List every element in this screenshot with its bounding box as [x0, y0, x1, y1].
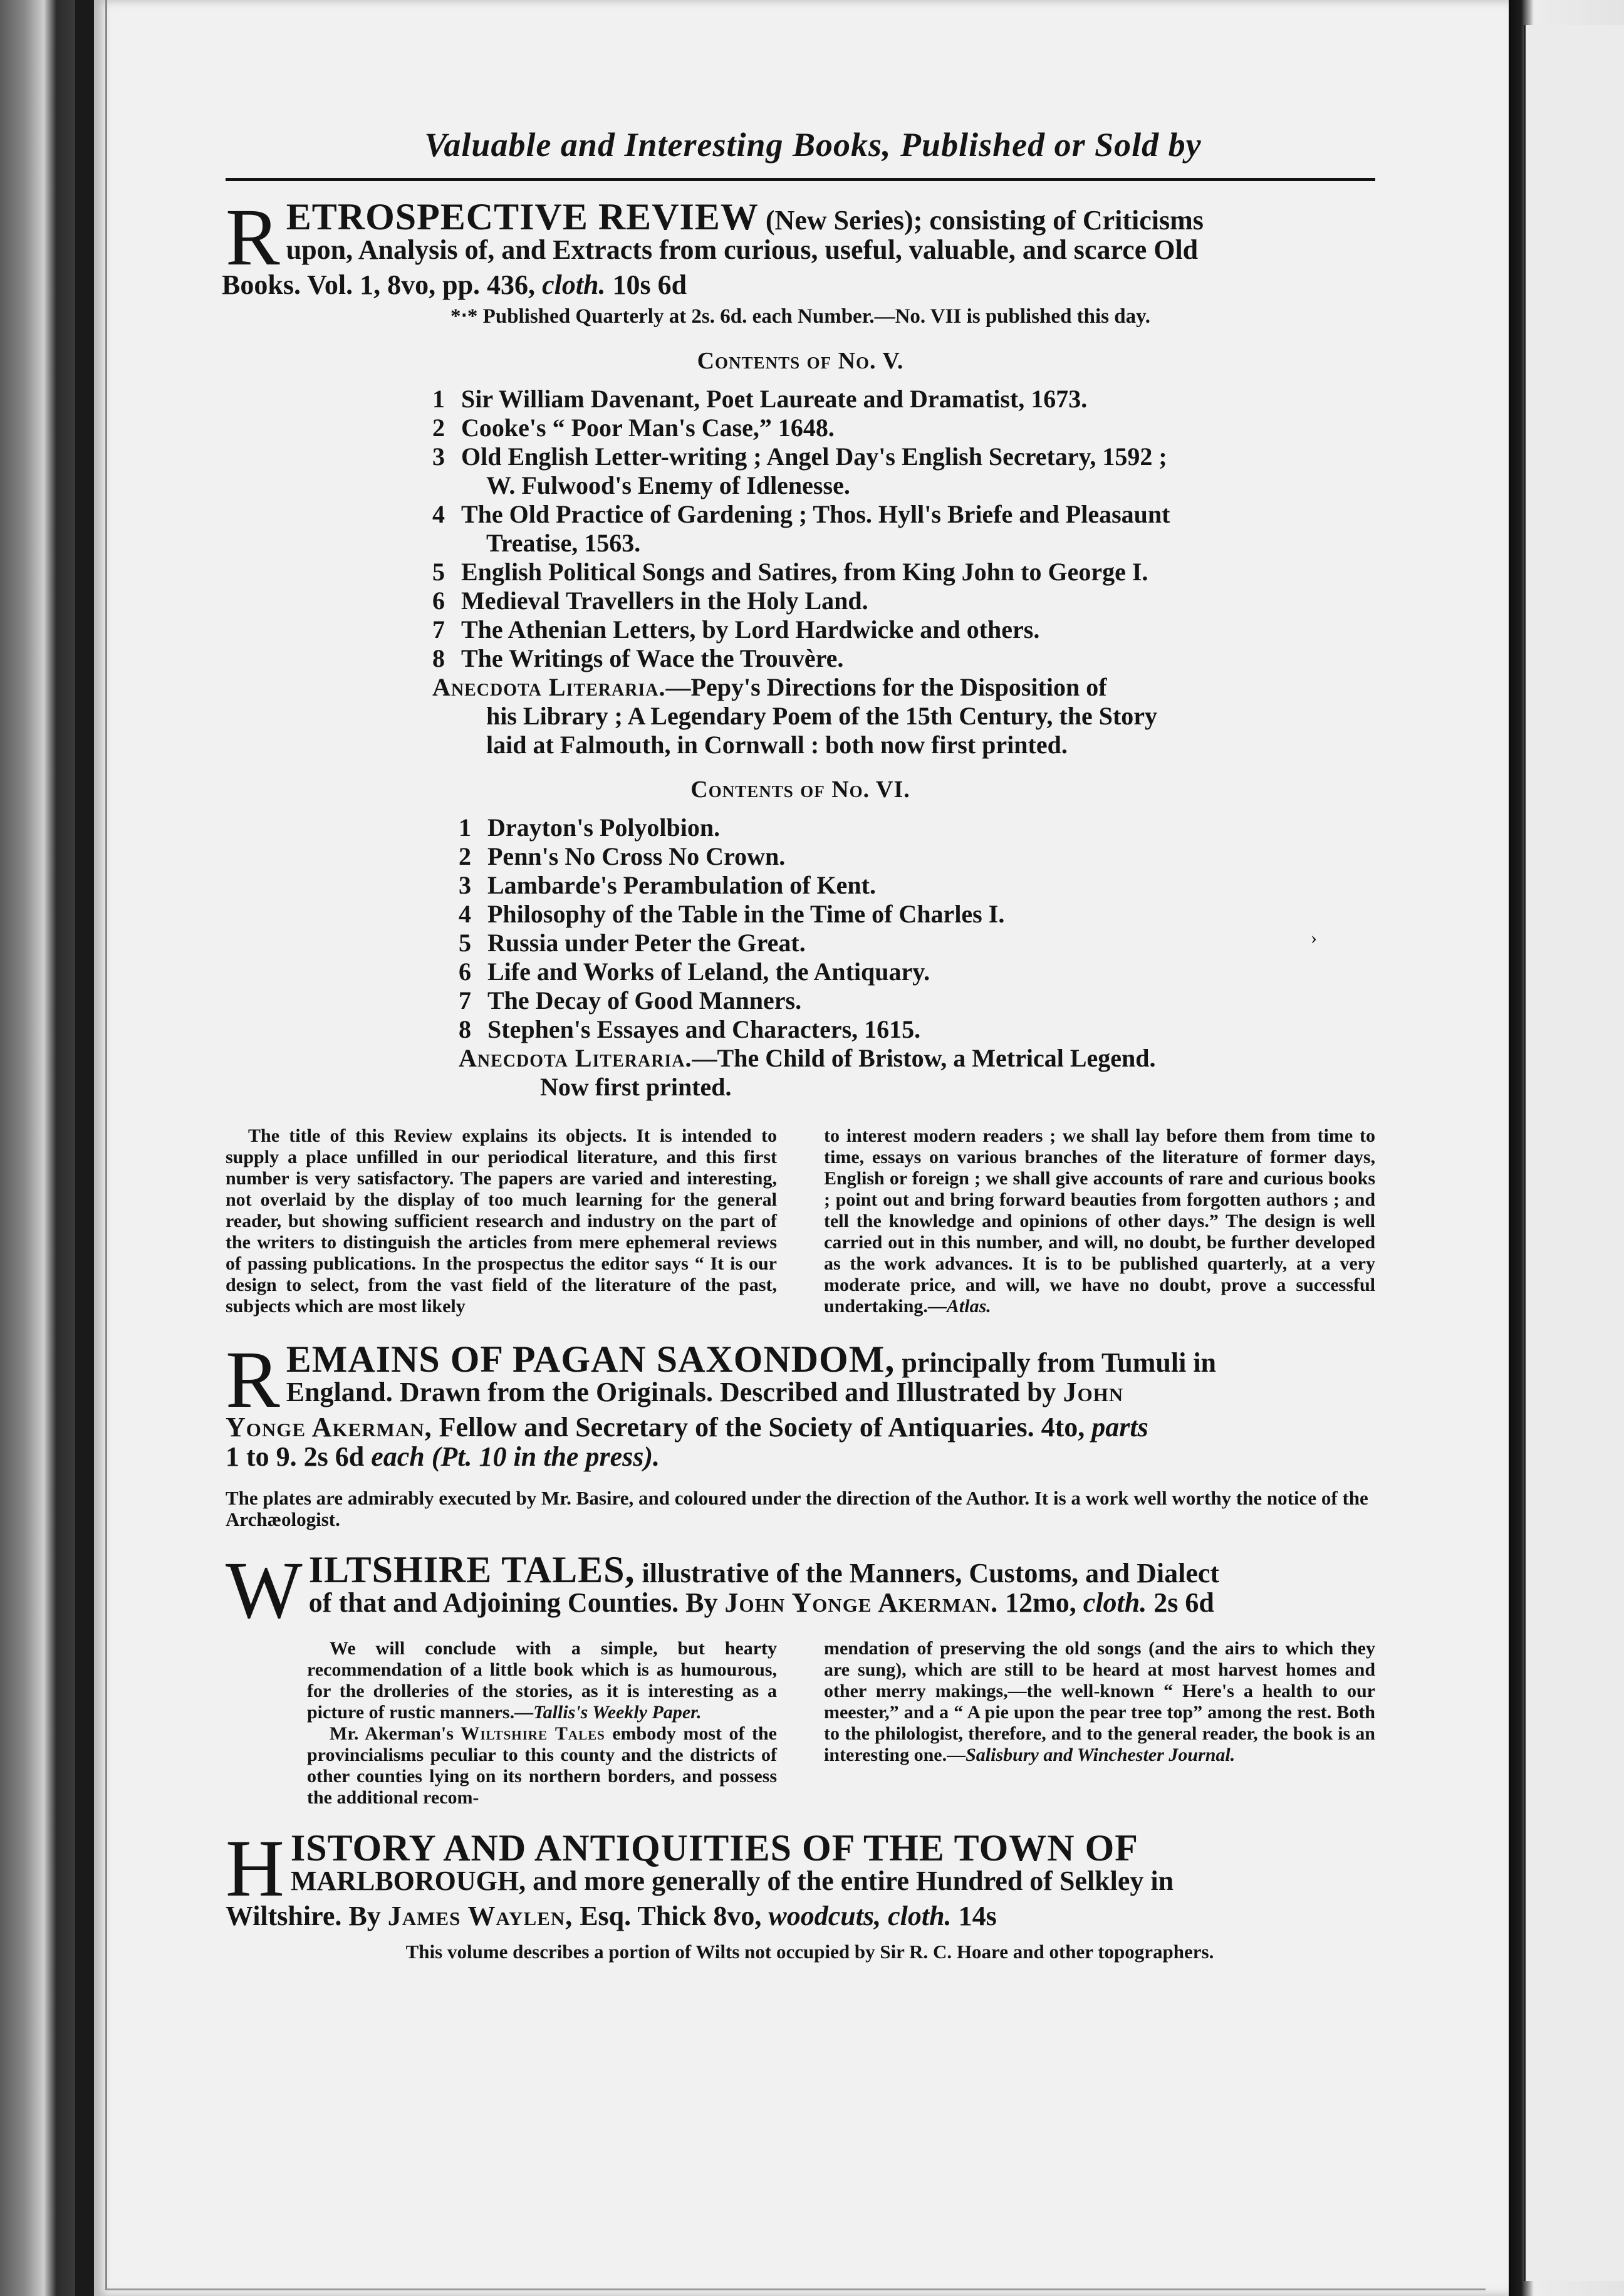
toc-item: [459, 929, 1375, 958]
wiltshire-review-2-title: Wiltshire Tales: [461, 1723, 605, 1744]
pagan-line4: [226, 1442, 1375, 1471]
toc-text: Life and Works of Leland, the Antiquary.: [487, 958, 930, 986]
pagan-line3: [226, 1412, 1375, 1442]
wiltshire-left-column: [226, 1638, 777, 1808]
history-title: ISTORY AND ANTIQUITIES OF THE TOWN OF: [290, 1827, 1138, 1869]
stray-mark: ›: [1311, 927, 1317, 948]
toc-num: 5: [432, 558, 445, 586]
contents-v-heading: Contents of No. V.: [697, 348, 904, 374]
review-right-source: Atlas.: [946, 1296, 991, 1317]
anecdota-v-cont2: laid at Falmouth, in Cornwall : both now first printed.: [486, 731, 1068, 759]
toc-item: [432, 587, 1375, 615]
toc-text: Cooke's “ Poor Man's Case,” 1648.: [461, 414, 835, 442]
history-marlborough-entry: [226, 1824, 1375, 1963]
wiltshire-line1: illustrative of the Manners, Customs, and Dialect: [635, 1558, 1220, 1589]
wiltshire-review-1-source: Tallis's Weekly Paper.: [533, 1702, 702, 1723]
wiltshire-review-2-rest: embody most of the provincialisms peculiar to this county and the districts of other counties lying on its northern borders, and possess the additional recom-: [307, 1723, 777, 1808]
toc-num: 8: [432, 644, 445, 672]
toc-item: [432, 442, 1375, 500]
dropcap-h: H: [226, 1824, 284, 1914]
toc-num: 3: [459, 871, 471, 899]
pagan-line4-start: 1 to 9. 2s 6d: [226, 1441, 372, 1472]
toc-item: [432, 644, 1375, 673]
toc-text: The Writings of Wace the Trouvère.: [461, 644, 844, 672]
toc-text: The Decay of Good Manners.: [487, 986, 802, 1015]
history-line3-rest: Esq. Thick 8vo,: [573, 1901, 769, 1931]
toc-text: English Political Songs and Satires, from King John to George I.: [461, 558, 1148, 586]
anecdota-v-text: —Pepy's Directions for the Disposition of: [665, 673, 1107, 701]
toc-text: The Athenian Letters, by Lord Hardwicke and others.: [461, 615, 1040, 644]
toc-item: [459, 900, 1375, 929]
review-right-column: [824, 1125, 1375, 1317]
toc-num: 6: [432, 587, 445, 615]
review-left-column: [226, 1125, 777, 1317]
dropcap-r: R: [226, 192, 280, 283]
running-head: Valuable and Interesting Books, Published or Sold by: [424, 126, 1202, 164]
history-heading: [226, 1824, 1375, 1914]
anecdota-v-label: Anecdota Literaria.: [432, 673, 666, 701]
retrospective-heading: [226, 192, 1375, 283]
pagan-saxondom-entry: [226, 1335, 1375, 1530]
toc-item: [459, 958, 1375, 986]
toc-num: 6: [459, 958, 471, 986]
toc-continuation: W. Fulwood's Enemy of Idlenesse.: [486, 471, 850, 499]
toc-item: [459, 813, 1375, 842]
wiltshire-size: 12mo,: [998, 1587, 1083, 1618]
wiltshire-tales-entry: [226, 1545, 1375, 1808]
toc-text: The Old Practice of Gardening ; Thos. Hyll's Briefe and Pleasaunt: [461, 500, 1170, 528]
toc-item: [432, 414, 1375, 442]
wiltshire-review-1: We will conclude with a simple, but hearty recommendation of a little book which is as humourous, for the drolleries of the stories, as it is interesting as a picture of rustic manners.—: [307, 1638, 777, 1723]
anecdota-vi: [459, 1044, 1400, 1102]
dropcap-w: W: [226, 1545, 303, 1636]
wiltshire-price: 2s 6d: [1147, 1587, 1214, 1618]
toc-item: [459, 842, 1375, 871]
history-binding: woodcuts, cloth.: [768, 1901, 952, 1931]
toc-num: 8: [459, 1015, 471, 1043]
page-content: [222, 125, 1375, 1963]
toc-text: Philosophy of the Table in the Time of Charles I.: [487, 900, 1005, 928]
contents-vi-list: [459, 813, 1375, 1044]
retrospective-line3: [222, 270, 1375, 300]
history-line3: [226, 1901, 1375, 1931]
header-rule: [226, 178, 1375, 181]
wiltshire-author: John Yonge Akerman.: [724, 1587, 999, 1618]
toc-num: 1: [432, 385, 445, 413]
anecdota-vi-cont: Now first printed.: [540, 1073, 732, 1101]
toc-num: 4: [459, 900, 471, 928]
pagan-author-first: John: [1063, 1377, 1124, 1407]
toc-text: Stephen's Essayes and Characters, 1615.: [487, 1015, 921, 1043]
toc-continuation: Treatise, 1563.: [486, 529, 641, 557]
retrospective-line1: (New Series); consisting of Criticisms: [758, 205, 1204, 236]
toc-num: 7: [432, 615, 445, 644]
toc-num: 5: [459, 929, 471, 957]
toc-text: Drayton's Polyolbion.: [487, 813, 721, 842]
anecdota-vi-text: —The Child of Bristow, a Metrical Legend.: [692, 1044, 1156, 1072]
wiltshire-right-column: [824, 1638, 1375, 1808]
pagan-line3-italic: parts: [1091, 1412, 1148, 1443]
toc-num: 2: [432, 414, 445, 442]
history-note: This volume describes a portion of Wilts not occupied by Sir R. C. Hoare and other topographers.: [405, 1941, 1214, 1963]
toc-num: 4: [432, 500, 445, 528]
pagan-line4-italic: each (Pt. 10 in the press).: [371, 1441, 660, 1472]
retrospective-note: *‧* Published Quarterly at 2s. 6d. each Number.—No. VII is published this day.: [450, 305, 1151, 328]
review-left-text: The title of this Review explains its objects. It is intended to supply a place unfilled in our periodical literature, and this first number is very satisfactory. The papers are varied and interesting, not overlaid by the display of too much learning for the general reader, but showing sufficient research and industry on the part of the writers to distinguish the articles from mere ephemeral reviews of passing publications. In the prospectus the editor says “ It is our design to select, from the vast field of the literature of the past, subjects which are most likely: [226, 1125, 777, 1317]
pagan-line3-rest: Fellow and Secretary of the Society of Antiquaries. 4to,: [432, 1412, 1092, 1443]
history-line2: MARLBOROUGH, and more generally of the entire Hundred of Selkley in: [290, 1866, 1174, 1896]
history-author: James Waylen,: [387, 1901, 573, 1931]
retrospective-review-quote: [226, 1125, 1375, 1317]
toc-text: Old English Letter-writing ; Angel Day's English Secretary, 1592 ;: [461, 442, 1167, 471]
toc-text: Lambarde's Perambulation of Kent.: [487, 871, 876, 899]
contents-vi-heading: Contents of No. VI.: [690, 776, 910, 803]
retrospective-price: 10s 6d: [605, 269, 687, 300]
retrospective-title: ETROSPECTIVE REVIEW: [286, 196, 759, 237]
retrospective-line3-start: Books. Vol. 1, 8vo, pp. 436,: [222, 269, 543, 300]
next-page-strip: [1524, 25, 1624, 2281]
wiltshire-review-2-source: Salisbury and Winchester Journal.: [966, 1745, 1236, 1765]
wiltshire-binding: cloth.: [1083, 1587, 1147, 1618]
history-line3-start: Wiltshire. By: [226, 1901, 388, 1931]
pagan-heading: [226, 1335, 1375, 1425]
scan-left-edge: [0, 0, 75, 2296]
toc-item: [459, 1015, 1375, 1044]
dropcap-r: R: [226, 1335, 280, 1425]
toc-text: Penn's No Cross No Crown.: [487, 842, 786, 870]
toc-text: Medieval Travellers in the Holy Land.: [461, 587, 868, 615]
review-right-text: to interest modern readers ; we shall lay before them from time to time, essays on various branches of the literature of former days, English or foreign ; we shall give accounts of rare and curious books ; point out and bring forward beauties from forgotten authors ; and tell the knowledge and opinions of other days.” The design is well carried out in this number, and will, no doubt, be further developed as the work advances. It is to be published quarterly, at a very moderate price, and will, we have no doubt, prove a successful undertaking.—: [824, 1125, 1375, 1317]
wiltshire-heading: [226, 1545, 1375, 1636]
pagan-note: The plates are admirably executed by Mr. Basire, and coloured under the direction of the Author. It is a work well worthy the notice of the Archæologist.: [226, 1487, 1368, 1530]
wiltshire-line2: of that and Adjoining Counties. By: [308, 1587, 725, 1618]
toc-text: Russia under Peter the Great.: [487, 929, 806, 957]
toc-item: [432, 615, 1375, 644]
pagan-title: EMAINS OF PAGAN SAXONDOM,: [286, 1338, 895, 1380]
anecdota-v: [432, 673, 1375, 759]
toc-num: 2: [459, 842, 471, 870]
retrospective-review-entry: [222, 192, 1375, 1317]
toc-item: [432, 558, 1375, 587]
pagan-line1: principally from Tumuli in: [895, 1347, 1217, 1378]
toc-item: [432, 385, 1375, 414]
toc-num: 3: [432, 442, 445, 471]
retrospective-line3-italic: cloth.: [542, 269, 606, 300]
toc-text: Sir William Davenant, Poet Laureate and Dramatist, 1673.: [461, 385, 1088, 413]
history-price: 14s: [951, 1901, 997, 1931]
toc-item: [432, 500, 1375, 558]
toc-num: 1: [459, 813, 471, 842]
pagan-line2: England. Drawn from the Originals. Described and Illustrated by: [286, 1377, 1063, 1407]
wiltshire-reviews: [226, 1638, 1375, 1808]
anecdota-v-cont1: his Library ; A Legendary Poem of the 15th Century, the Story: [486, 702, 1158, 730]
toc-num: 7: [459, 986, 471, 1015]
toc-item: [459, 986, 1375, 1015]
pagan-author-rest: Yonge Akerman,: [226, 1412, 432, 1443]
toc-item: [459, 871, 1375, 900]
contents-v-list: [432, 385, 1375, 673]
anecdota-vi-label: Anecdota Literaria.: [459, 1044, 692, 1072]
wiltshire-review-2-cont: mendation of preserving the old songs (and the airs to which they are sung), which are still to be heard at most harvest homes and other merry makings,—the well-known “ Here's a health to our meester,” and a “ A pie upon the pear tree top” among the rest. Both to the philologist, therefore, and to the general reader, the book is an interesting one.—: [824, 1638, 1375, 1765]
wiltshire-title: ILTSHIRE TALES,: [308, 1549, 635, 1590]
retrospective-line2: upon, Analysis of, and Extracts from curious, useful, valuable, and scarce Old: [286, 234, 1199, 265]
wiltshire-review-2-start: Mr. Akerman's: [330, 1723, 461, 1744]
